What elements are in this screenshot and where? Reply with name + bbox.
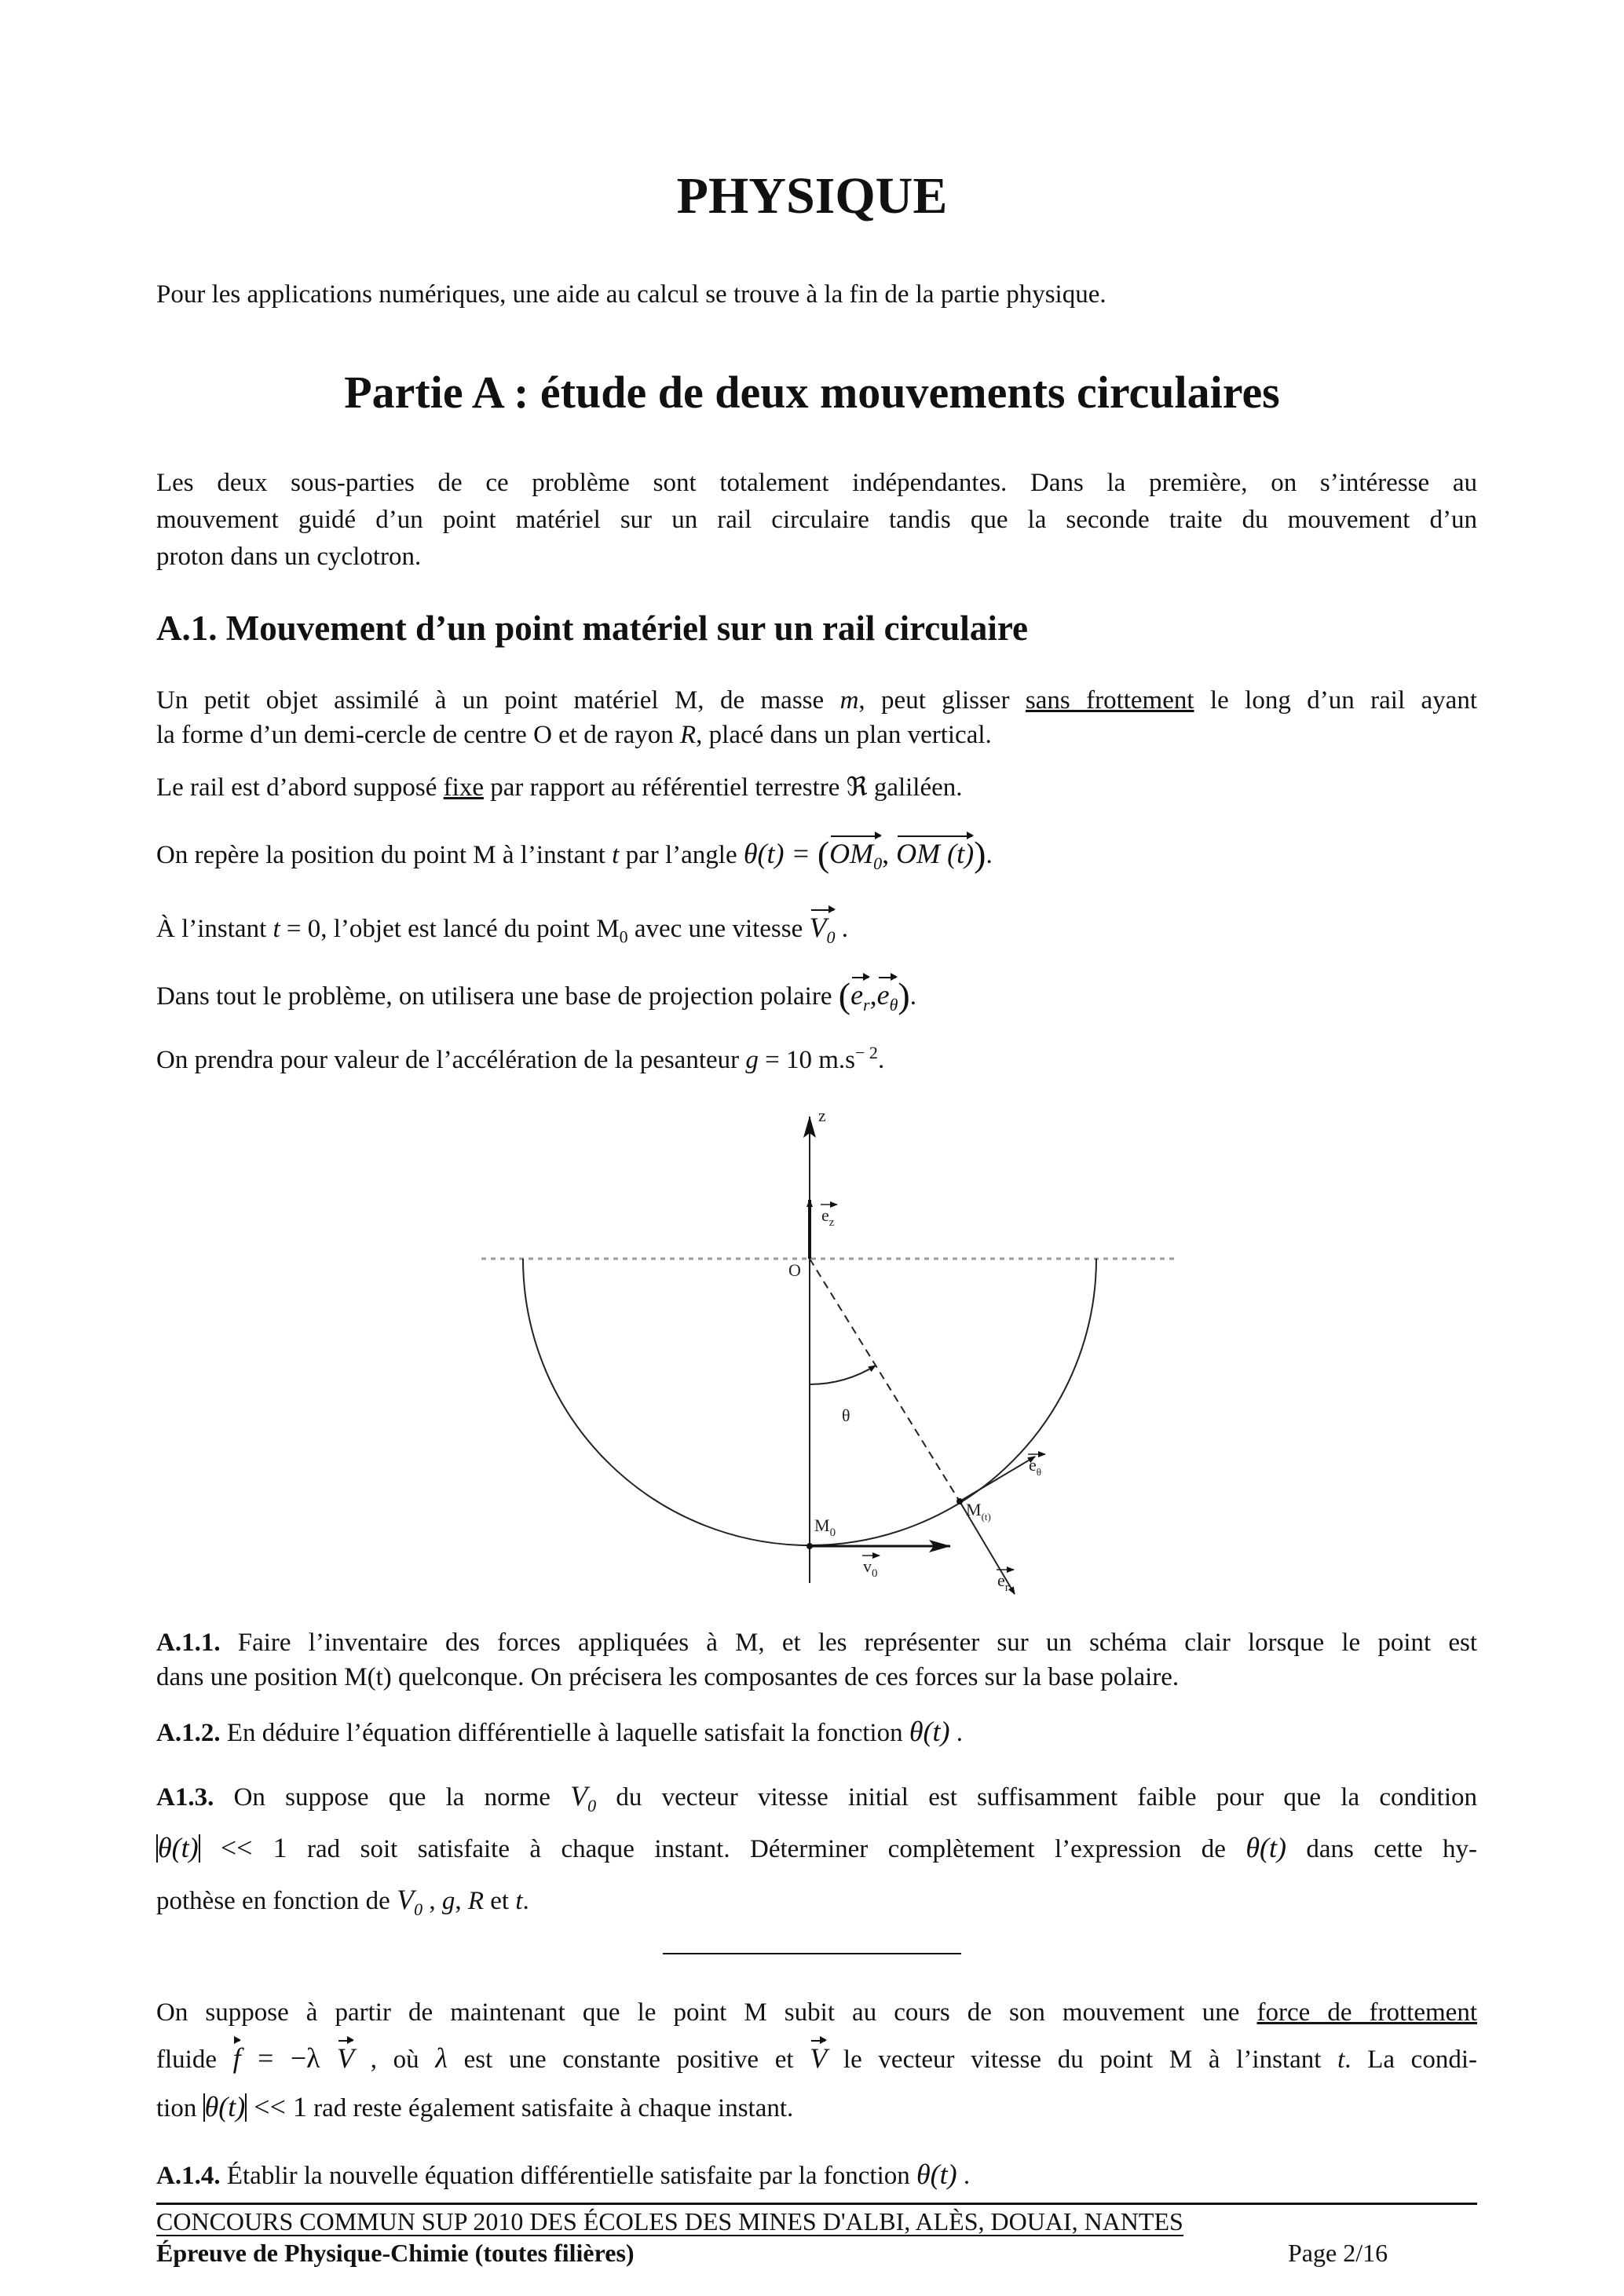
- t: t: [515, 1887, 523, 1915]
- question-a113-line-1: [156, 1780, 1477, 1822]
- equation: = −λ: [240, 2042, 338, 2074]
- subscript: 0: [826, 927, 836, 948]
- question-a111-line-1: [156, 1627, 1477, 1658]
- lambda: λ: [435, 2042, 448, 2074]
- text: Établir la nouvelle équation différentielle satisfaite par la fonction: [220, 2162, 916, 2190]
- point-mt: [956, 1498, 963, 1504]
- much-less-than: << 1: [199, 1832, 287, 1863]
- time-symbol: t: [272, 915, 280, 943]
- text: le vecteur vitesse du point M à l’instant: [827, 2046, 1338, 2074]
- g: g: [441, 1887, 455, 1915]
- e: e: [997, 1570, 1005, 1590]
- underlined-text: force de frottement: [1256, 1998, 1477, 2027]
- text: En déduire l’équation différentielle à laquelle satisfait la fonction: [220, 1719, 909, 1747]
- text: par rapport au référentiel terrestre: [483, 773, 847, 802]
- paren-close: ): [898, 975, 910, 1015]
- v: V: [570, 1780, 588, 1812]
- text: À l’instant: [156, 915, 273, 943]
- text: = 0, l’objet est lancé du point M: [280, 915, 620, 943]
- friction-line-1: [156, 1997, 1477, 2028]
- v-label: V: [809, 912, 827, 943]
- subscript: 0: [619, 927, 628, 947]
- text: , où: [354, 2046, 436, 2074]
- sub: (t): [981, 1511, 991, 1523]
- text: = 10 m.s: [758, 1046, 856, 1074]
- question-label: A1.3.: [156, 1783, 214, 1812]
- label-m0: [814, 1515, 836, 1539]
- intro-text: Pour les applications numériques, une aide au calcul se trouve à la fin de la partie physique.: [156, 280, 1106, 309]
- sub: 0: [587, 1796, 597, 1816]
- footer-exam: Épreuve de Physique-Chimie (toutes filières): [156, 2239, 635, 2267]
- sub: 0: [414, 1899, 423, 1920]
- friction-line-2: [156, 2042, 1477, 2075]
- text: rad soit satisfaite à chaque instant. Déterminer complètement l’expression de: [287, 1835, 1246, 1863]
- question-label: A.1.4.: [156, 2162, 221, 2190]
- question-a112: [156, 1716, 1477, 1749]
- vector-v: V: [337, 2042, 355, 2074]
- text: , peut glisser: [858, 686, 1026, 715]
- paren-close: ): [974, 834, 986, 874]
- label-o: O: [788, 1260, 801, 1280]
- t: t: [1337, 2046, 1345, 2074]
- theta-arc: [810, 1366, 876, 1384]
- etheta-vector: [960, 1457, 1035, 1501]
- mass-symbol: m: [839, 686, 859, 715]
- text: Un petit objet assimilé à un point matériel M, de masse: [156, 686, 840, 715]
- label-v0: [863, 1556, 878, 1580]
- label-etheta: [1029, 1455, 1041, 1478]
- sub: 0: [872, 1567, 878, 1580]
- a1-paragraph-5: Dans tout le problème, on utilisera une base de projection polaire $(e_r,e_\theta)$.: [156, 979, 1477, 1021]
- r: R: [467, 1887, 484, 1915]
- text: , placé dans un plan vertical.: [696, 721, 992, 749]
- part-a-line-3: proton dans un cyclotron.: [156, 543, 422, 571]
- question-a113-line-2: [156, 1832, 1477, 1865]
- time-symbol: t: [612, 841, 620, 869]
- sub: θ: [1036, 1466, 1041, 1478]
- text: .: [956, 2162, 971, 2190]
- label-mt: [966, 1500, 991, 1523]
- friction-line-3: [156, 2091, 1477, 2124]
- subscript: θ: [889, 995, 898, 1015]
- theta-function: θ(t): [909, 1716, 950, 1747]
- radius-symbol: R: [680, 721, 697, 749]
- point-m0: [807, 1543, 813, 1549]
- text: par l’angle: [619, 841, 744, 869]
- question-a114: [156, 2159, 1477, 2192]
- text: avec une vitesse: [627, 915, 810, 943]
- text: le long d’un rail ayant: [1194, 686, 1477, 715]
- text: Le rail est d’abord supposé: [156, 773, 444, 802]
- text: du vecteur vitesse initial est suffisamment faible pour que la condition: [596, 1783, 1477, 1812]
- text: .: [909, 982, 916, 1011]
- text: galiléen.: [867, 773, 963, 802]
- page-number: Page 2/16: [1288, 2239, 1388, 2267]
- vector-omt: OM (t): [896, 838, 975, 869]
- paren-open: (: [817, 834, 830, 874]
- label-z: z: [818, 1106, 826, 1125]
- text: tion: [156, 2094, 203, 2122]
- theta-equation: θ(t) =: [743, 838, 817, 869]
- theta-function: θ(t): [1245, 1832, 1286, 1863]
- question-a113-line-3: [156, 1884, 1477, 1925]
- text: la forme d’un demi-cercle de centre O et de rayon: [156, 721, 680, 749]
- text: ,: [422, 1887, 442, 1915]
- sub: r: [1004, 1581, 1009, 1594]
- footer-contest: CONCOURS COMMUN SUP 2010 DES ÉCOLES DES MINES D'ALBI, ALÈS, DOUAI, NANTES: [156, 2207, 1183, 2236]
- text: On repère la position du point M à l’instant: [156, 841, 613, 869]
- label-theta: θ: [842, 1406, 850, 1425]
- gravity-symbol: g: [745, 1046, 759, 1074]
- frame-symbol: ℜ: [846, 773, 868, 802]
- radius-dashed-line: [810, 1259, 960, 1501]
- text: .: [949, 1719, 963, 1747]
- text: On prendra pour valeur de l’accélération de la pesanteur: [156, 1046, 746, 1074]
- theta-function: θ(t): [916, 2159, 957, 2190]
- comma: ,: [882, 838, 897, 869]
- m: M: [814, 1515, 830, 1535]
- page-title: PHYSIQUE: [676, 167, 948, 225]
- om-label: OM: [829, 838, 874, 869]
- text: dans cette hy-: [1286, 1835, 1477, 1863]
- text: et: [484, 1887, 516, 1915]
- v0-symbol: [570, 1780, 597, 1816]
- part-a-heading: Partie A : étude de deux mouvements circulaires: [344, 367, 1280, 418]
- abs-theta: θ(t): [204, 2091, 246, 2122]
- vector-f: f: [232, 2042, 241, 2074]
- question-a111-line-2: dans une position M(t) quelconque. On précisera les composantes de ces forces sur la base polaire.: [156, 1663, 1180, 1691]
- v: V: [397, 1884, 415, 1915]
- text: . La condi-: [1344, 2046, 1477, 2074]
- sub: 0: [829, 1526, 836, 1539]
- subscript: r: [863, 995, 870, 1015]
- underlined-text: fixe: [443, 773, 484, 802]
- part-a-line-2: mouvement guidé d’un point matériel sur un rail circulaire tandis que la seconde traite du mouvement d’un: [156, 506, 1477, 534]
- part-a-line-1: Les deux sous-parties de ce problème sont totalement indépendantes. Dans la première, on s’intéresse au: [156, 469, 1477, 497]
- paren-open: (: [838, 975, 851, 1015]
- label-ez: [821, 1205, 835, 1229]
- label-er: [997, 1570, 1009, 1594]
- e-label: e: [850, 979, 864, 1011]
- vector-v: V: [810, 2042, 828, 2074]
- text: ,: [455, 1887, 468, 1915]
- text: On suppose à partir de maintenant que le point M subit au cours de son mouvement une: [156, 1998, 1257, 2027]
- separator-line: [663, 1953, 961, 1954]
- v: v: [863, 1556, 872, 1576]
- footer-rule: [156, 2203, 1477, 2205]
- underlined-text: sans frottement: [1025, 686, 1194, 715]
- text: Faire l’inventaire des forces appliquées à M, et les représenter sur un schéma clair lorsque le point est: [220, 1629, 1477, 1657]
- text: .: [877, 1046, 885, 1074]
- v0-symbol: [397, 1884, 423, 1920]
- sub: z: [828, 1216, 835, 1229]
- abs-theta: θ(t): [158, 1832, 199, 1863]
- m: M: [966, 1500, 982, 1519]
- text: .: [986, 841, 993, 869]
- section-a1-heading: A.1. Mouvement d’un point matériel sur un rail circulaire: [156, 609, 1028, 648]
- text: est une constante positive et: [447, 2046, 810, 2074]
- text: .: [522, 1887, 529, 1915]
- text: fluide: [156, 2046, 233, 2074]
- text: On suppose que la norme: [214, 1783, 571, 1812]
- subscript: 0: [873, 854, 883, 874]
- e: e: [1029, 1455, 1037, 1475]
- exponent: − 2: [855, 1043, 878, 1062]
- question-label: A.1.1.: [156, 1629, 221, 1657]
- text: pothèse en fonction de: [156, 1887, 397, 1915]
- e: e: [821, 1205, 829, 1225]
- much-less-than: << 1: [247, 2091, 307, 2122]
- text: Dans tout le problème, on utilisera une base de projection polaire: [156, 982, 839, 1011]
- text: .: [835, 915, 849, 943]
- text: rad reste également satisfaite à chaque instant.: [306, 2094, 794, 2122]
- question-label: A.1.2.: [156, 1719, 221, 1747]
- e-label: e: [876, 979, 890, 1011]
